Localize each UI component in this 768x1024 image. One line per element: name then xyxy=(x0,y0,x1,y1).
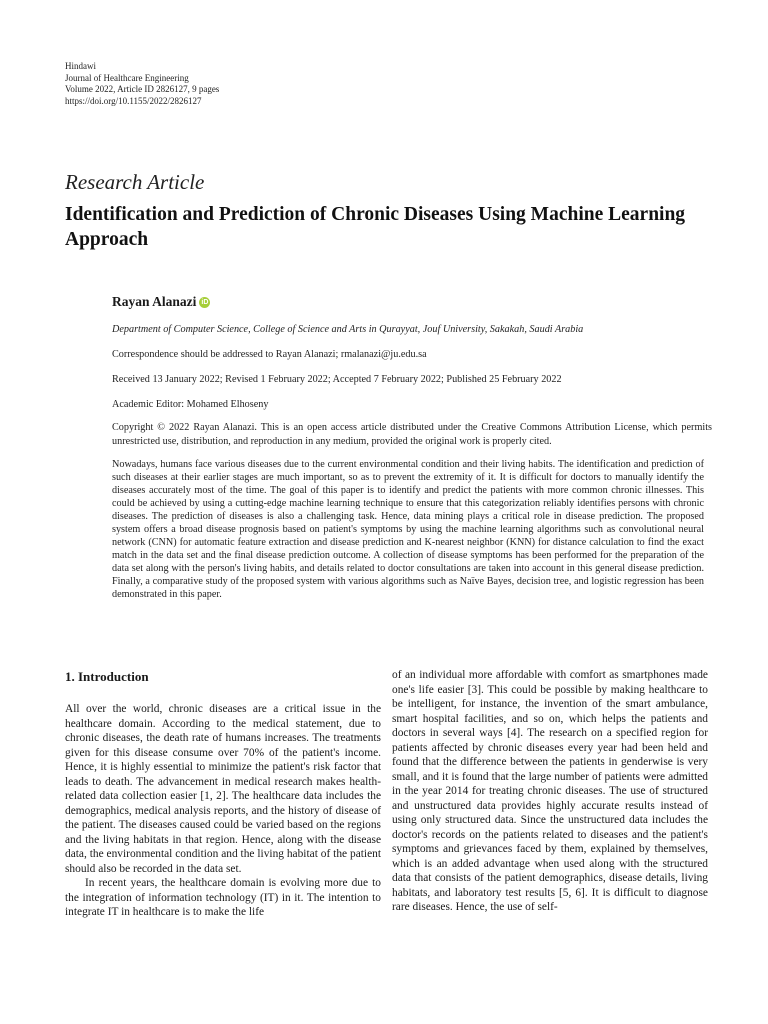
right-column xyxy=(392,668,708,915)
article-type: Research Article xyxy=(65,170,205,194)
academic-editor: Academic Editor: Mohamed Elhoseny xyxy=(112,399,269,410)
doi-link[interactable]: https://doi.org/10.1155/2022/2826127 xyxy=(65,95,202,106)
publisher-name: Hindawi xyxy=(65,61,96,71)
intro-paragraph-3: of an individual more affordable with comfort as smartphones made one's life easier [3]. This could be possible by making healthcare to be intelligent, for instance, the invention of the smart ambulance, smart hospital facilities, and so on, which helps the patients and doctors in several ways [4]. The research on a specified region for patients affected by chronic diseases every year had been held and found that the difference between the patients in genderwise is very small, and it is found that the large number of patients were admitted in the year 2014 for treating chronic diseases. The use of structured and unstructured data provides highly accurate results instead of using only structured data. Since the unstructured data includes the doctor's records on the patients related to diseases and the patient's symptoms and grievances faced by them, explained by themselves, which is an added advantage when used along with the structured data that consists of the patient demographics, disease details, living habitats, and laboratory test results [5, 6]. It is difficult to diagnose rare diseases. Hence, the use of self- xyxy=(392,669,708,913)
affiliation: Department of Computer Science, College of Science and Arts in Qurayyat, Jouf University, Sakakah, Saudi Arabia xyxy=(112,324,584,335)
publication-dates: Received 13 January 2022; Revised 1 February 2022; Accepted 7 February 2022; Published 25 February 2022 xyxy=(112,374,562,385)
author-block xyxy=(112,294,712,310)
copyright-notice: Copyright © 2022 Rayan Alanazi. This is an open access article distributed under the Creative Commons Attribution License, which permits unrestricted use, distribution, and reproduction in any medium, provided the original work is properly cited. xyxy=(112,422,712,447)
abstract: Nowadays, humans face various diseases due to the current environmental condition and their living habits. The identification and prediction of such diseases at their earlier stages are much important, so as to prevent the extremity of it. It is difficult for doctors to manually identify the diseases accurately most of the time. The goal of this paper is to identify and predict the patients with more common chronic illnesses. This could be achieved by using a cutting-edge machine learning technique to ensure that this categorization reliably identifies persons with chronic diseases. The prediction of diseases is also a challenging task. Hence, data mining plays a critical role in disease prediction. The proposed system offers a broad disease prognosis based on patient's symptoms by using the machine learning algorithms such as convolutional neural network (CNN) for automatic feature extraction and disease prediction and K-nearest neighbor (KNN) for distance calculation to find the exact match in the data set and the final disease prediction outcome. A collection of disease symptoms has been performed for the preparation of the data set along with the person's living habits, and details related to doctor consultations are taken into account in this general disease prediction. Finally, a comparative study of the proposed system with various algorithms such as Naïve Bayes, decision tree, and logistic regression has been demonstrated in this paper. xyxy=(112,459,704,601)
author-name: Rayan Alanazi xyxy=(112,294,197,309)
correspondence: Correspondence should be addressed to Rayan Alanazi; rmalanazi@ju.edu.sa xyxy=(112,349,427,360)
intro-paragraph-1: All over the world, chronic diseases are a critical issue in the healthcare domain. According to the medical statement, due to chronic diseases, the death rate of humans increases. The treatments given for this disease consume over 70% of the patient's income. Hence, it is highly essential to minimize the patient's risk factor that leads to death. The advancement in medical research makes health-related data collection easier [1, 2]. The healthcare data includes the demographics, medical analysis reports, and the history of disease of the patient. The diseases caused could be varied based on the regions and the living habitats in that region. Hence, along with the disease data, the environmental condition and the living habitat of the patient should also be recorded in the data set. xyxy=(65,703,381,875)
orcid-icon[interactable]: iD xyxy=(201,298,209,306)
author xyxy=(112,294,712,310)
journal-name: Journal of Healthcare Engineering xyxy=(65,72,189,83)
journal-header xyxy=(65,61,219,107)
paper-title: Identification and Prediction of Chronic Diseases Using Machine Learning Approach xyxy=(65,204,686,250)
volume-info: Volume 2022, Article ID 2826127, 9 pages xyxy=(65,84,220,94)
left-column xyxy=(65,668,381,920)
section-heading-introduction: 1. Introduction xyxy=(65,669,149,684)
intro-paragraph-2: In recent years, the healthcare domain is evolving more due to the integration of information technology (IT) in it. The intention to integrate IT in healthcare is to make the life xyxy=(65,877,381,918)
